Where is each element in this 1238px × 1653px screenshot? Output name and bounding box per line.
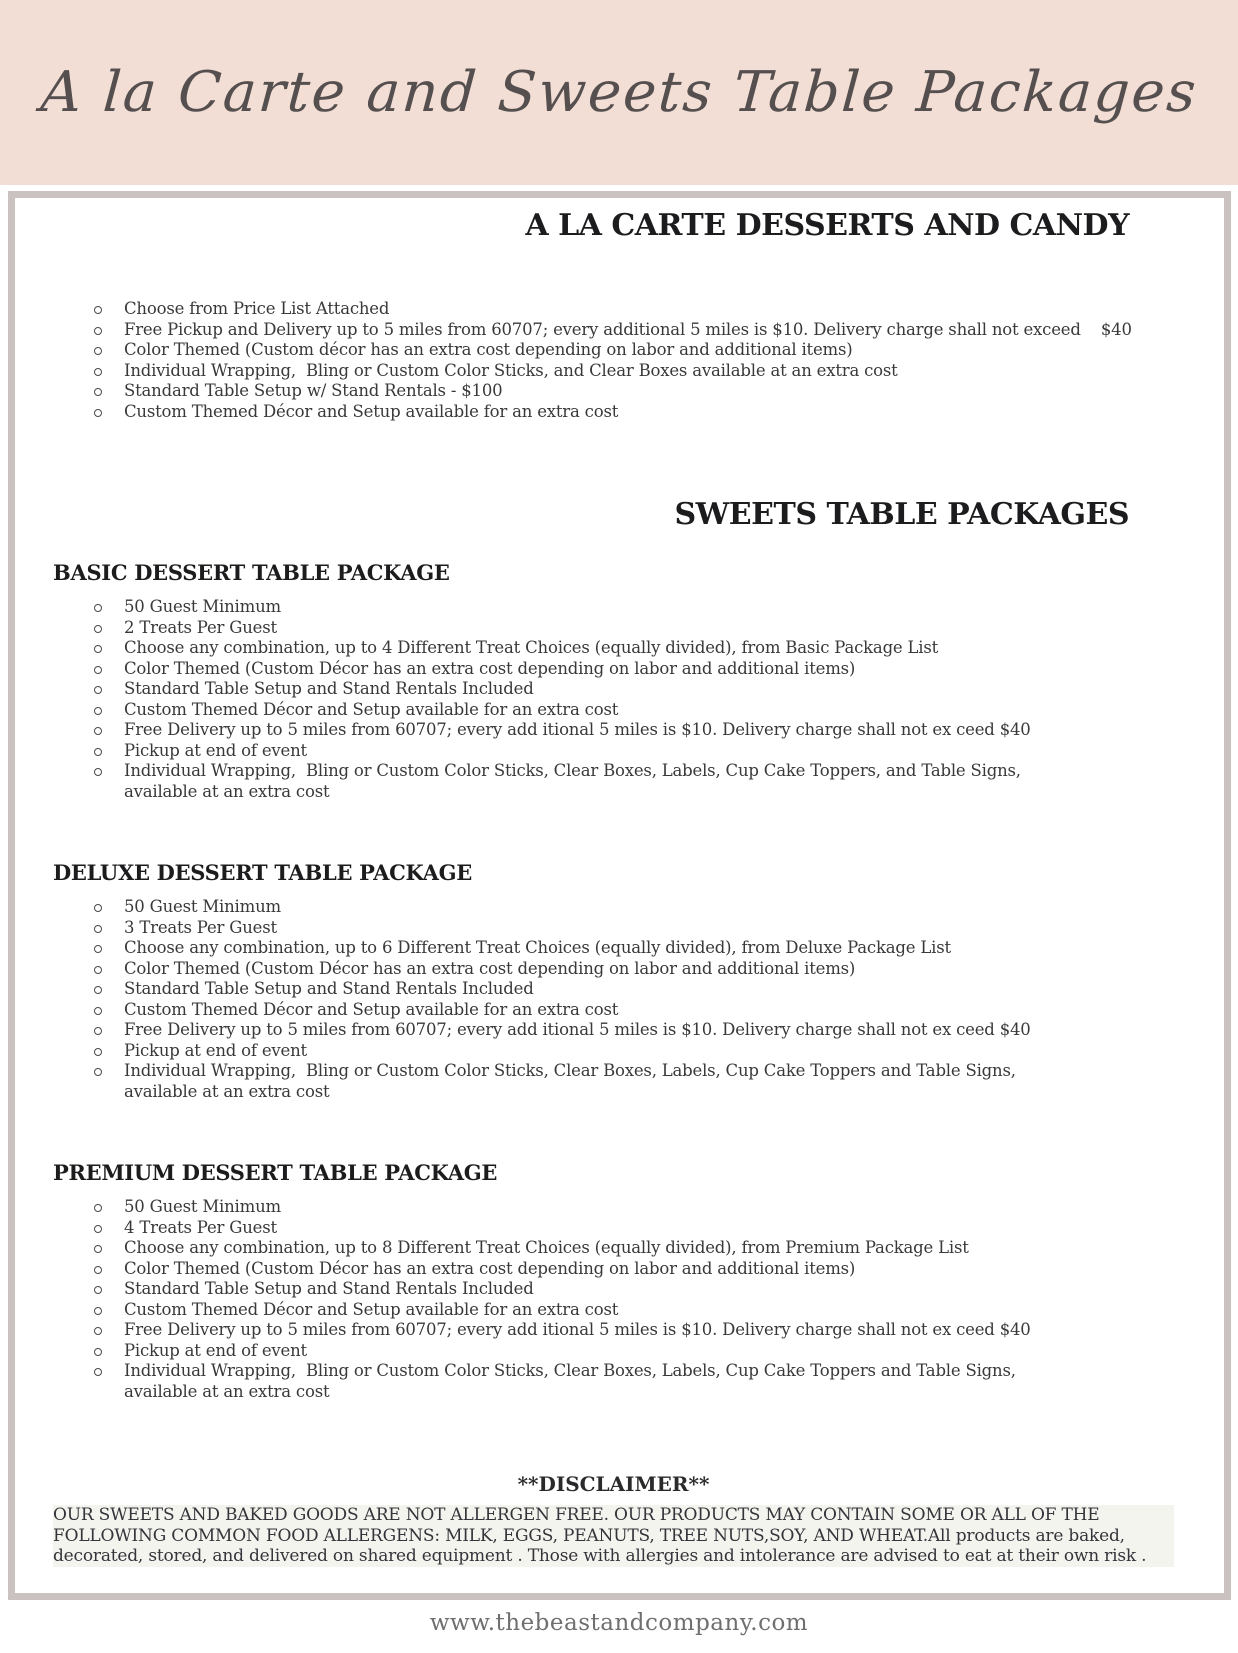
- list-item: Custom Themed Décor and Setup available for an extra cost: [93, 700, 1078, 721]
- list-item: Free Delivery up to 5 miles from 60707; every add itional 5 miles is $10. Delivery charge shall not ex ceed $40: [93, 720, 1078, 741]
- list-item: 50 Guest Minimum: [93, 897, 1078, 918]
- list-item: Choose any combination, up to 6 Different Treat Choices (equally divided), from Deluxe Package List: [93, 938, 1078, 959]
- page-banner: [0, 0, 1238, 185]
- website-url: www.thebeastandcompany.com: [429, 1610, 809, 1636]
- list-item: Standard Table Setup and Stand Rentals Included: [93, 679, 1078, 700]
- list-item: Custom Themed Décor and Setup available for an extra cost: [93, 1300, 1078, 1321]
- list-item: Pickup at end of event: [93, 1041, 1078, 1062]
- list-item: Color Themed (Custom décor has an extra cost depending on labor and additional items): [93, 340, 1174, 361]
- list-item: Color Themed (Custom Décor has an extra cost depending on labor and additional items): [93, 959, 1078, 980]
- list-item: Individual Wrapping, Bling or Custom Color Sticks, Clear Boxes, Labels, Cup Cake Toppers and Table Signs, available at an extra cost: [93, 1361, 1078, 1402]
- list-item: Color Themed (Custom Décor has an extra cost depending on labor and additional items): [93, 1259, 1078, 1280]
- premium-package-heading: PREMIUM DESSERT TABLE PACKAGE: [53, 1160, 498, 1185]
- list-item: Pickup at end of event: [93, 1341, 1078, 1362]
- list-item: Free Delivery up to 5 miles from 60707; every add itional 5 miles is $10. Delivery charge shall not ex ceed $40: [93, 1320, 1078, 1341]
- list-item: Custom Themed Décor and Setup available for an extra cost: [93, 1000, 1078, 1021]
- list-item: Pickup at end of event: [93, 741, 1078, 762]
- list-item: Standard Table Setup and Stand Rentals Included: [93, 979, 1078, 1000]
- list-item: Individual Wrapping, Bling or Custom Color Sticks, and Clear Boxes available at an extra cost: [93, 361, 1174, 382]
- list-item: Color Themed (Custom Décor has an extra cost depending on labor and additional items): [93, 659, 1078, 680]
- list-item: 3 Treats Per Guest: [93, 918, 1078, 939]
- a-la-carte-heading: A LA CARTE DESSERTS AND CANDY: [525, 208, 1129, 243]
- list-item: Choose from Price List Attached: [93, 299, 1174, 320]
- deluxe-package-heading: DELUXE DESSERT TABLE PACKAGE: [53, 860, 472, 885]
- list-item: Free Delivery up to 5 miles from 60707; every add itional 5 miles is $10. Delivery charge shall not ex ceed $40: [93, 1020, 1078, 1041]
- list-item: Free Pickup and Delivery up to 5 miles from 60707; every additional 5 miles is $10. Delivery charge shall not exceed $40: [93, 320, 1174, 341]
- list-item: Individual Wrapping, Bling or Custom Color Sticks, Clear Boxes, Labels, Cup Cake Toppers, and Table Signs, available at an extra cost: [93, 761, 1078, 802]
- disclaimer-heading: **DISCLAIMER**: [517, 1472, 710, 1496]
- list-item: Individual Wrapping, Bling or Custom Color Sticks, Clear Boxes, Labels, Cup Cake Toppers and Table Signs, available at an extra cost: [93, 1061, 1078, 1102]
- basic-package-heading: BASIC DESSERT TABLE PACKAGE: [53, 560, 450, 585]
- list-item: 50 Guest Minimum: [93, 1197, 1078, 1218]
- list-item: 2 Treats Per Guest: [93, 618, 1078, 639]
- list-item: Custom Themed Décor and Setup available for an extra cost: [93, 402, 1174, 423]
- a-la-carte-list: [93, 299, 1174, 422]
- list-item: Standard Table Setup and Stand Rentals Included: [93, 1279, 1078, 1300]
- list-item: Choose any combination, up to 4 Different Treat Choices (equally divided), from Basic Package List: [93, 638, 1078, 659]
- list-item: Standard Table Setup w/ Stand Rentals - $100: [93, 381, 1174, 402]
- list-item: 4 Treats Per Guest: [93, 1218, 1078, 1239]
- basic-package-list: [93, 597, 1078, 802]
- disclaimer-text: OUR SWEETS AND BAKED GOODS ARE NOT ALLERGEN FREE. OUR PRODUCTS MAY CONTAIN SOME OR ALL OF THE FOLLOWING COMMON FOOD ALLERGENS: MILK, EGGS, PEANUTS, TREE NUTS,SOY, AND WHEAT.All products are baked, decorated, stored, and delivered on shared equipment . Those with allergies and intolerance are advised to eat at their own risk .: [53, 1505, 1174, 1567]
- list-item: 50 Guest Minimum: [93, 597, 1078, 618]
- document-title: A la Carte and Sweets Table Packages: [38, 60, 1200, 125]
- deluxe-package-list: [93, 897, 1078, 1102]
- premium-package-list: [93, 1197, 1078, 1402]
- sweets-table-packages-heading: SWEETS TABLE PACKAGES: [674, 497, 1129, 532]
- document-page: [8, 191, 1231, 1600]
- list-item: Choose any combination, up to 8 Different Treat Choices (equally divided), from Premium Package List: [93, 1238, 1078, 1259]
